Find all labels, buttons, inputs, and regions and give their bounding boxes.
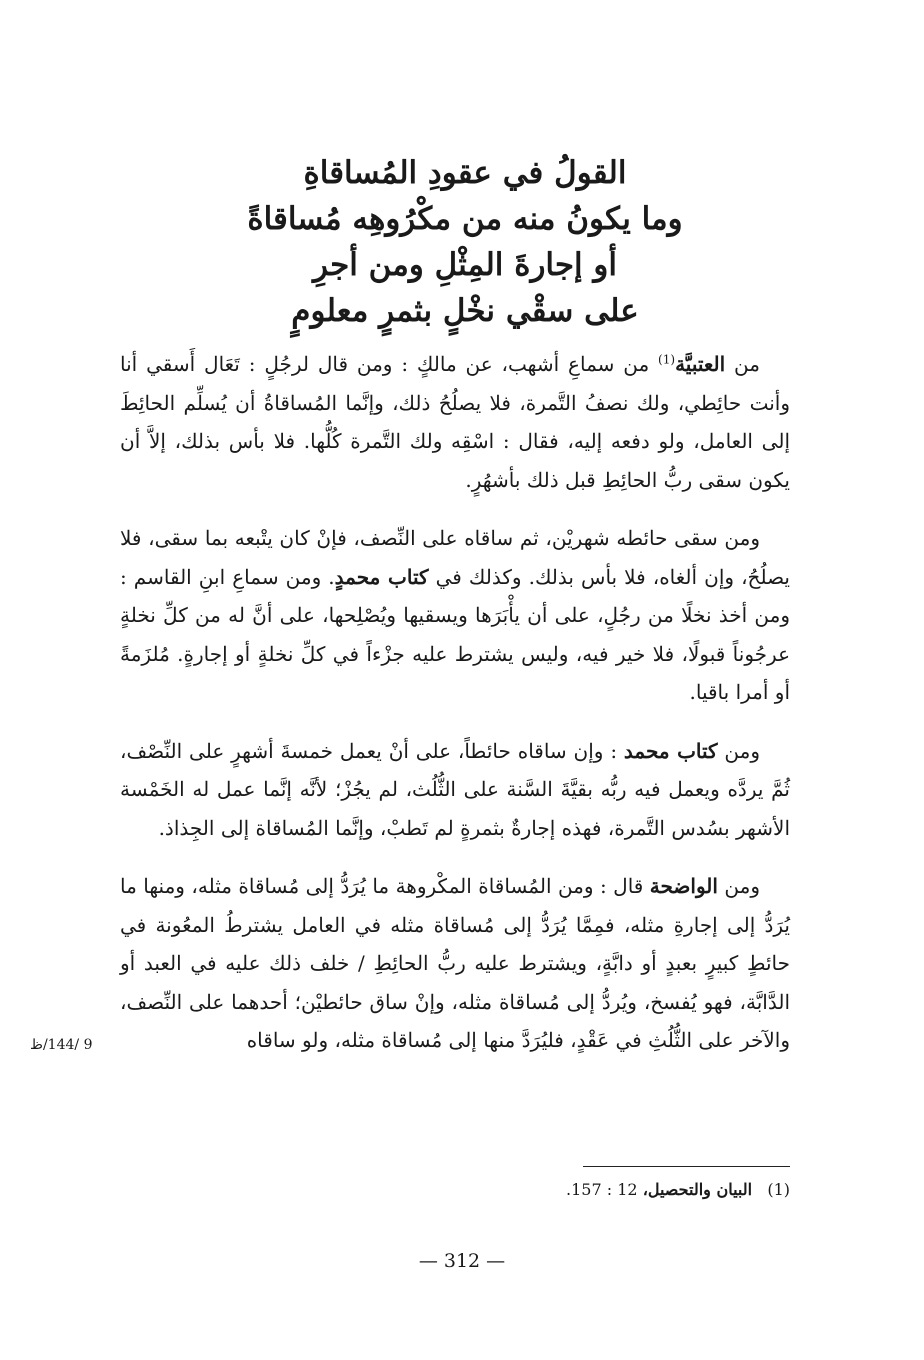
footnote-reference: (1) (658, 352, 676, 367)
footnote (420, 1180, 790, 1199)
page-number: — 312 — (418, 1250, 506, 1272)
paragraph-2 (120, 519, 790, 712)
footnote-source: البيان والتحصيل، (642, 1180, 753, 1199)
paragraph-4 (120, 867, 790, 1060)
paragraph-3-text-b: : وإن ساقاه حائطاً، على أنْ يعمل خمسةَ أشهرٍ على النِّصْف، ثُمَّ يردَّه ويعمل فيه ربُّه بقيَّةَ السَّنة على الثُّلُث، لم يجُزْ؛ لأنَّه إنَّما عمل له الخَمْسة الأشهر بسُدس التَّمرة، فهذه إجارةٌ بثمرةٍ لم تَطبْ، وإنَّما المُساقاة إلى الجِذاذ. (120, 738, 790, 840)
paragraph-3 (120, 732, 790, 848)
paragraph-3-text-a: ومن (717, 738, 761, 763)
source-name-utbiyya: العتبيَّة (675, 352, 726, 376)
chapter-title (120, 150, 810, 334)
source-name-kitab-muhammad-2: كتاب محمد (623, 738, 718, 763)
footnote-number: (1) (767, 1180, 790, 1199)
paragraph-2-text-b: . ومن سماعِ ابنِ القاسم : ومن أخذ نخلًا من رجُلٍ، على أن يأْبَرَها ويسقيها ويُصْلِحها، على أنَّ له من كلِّ نخلةٍ عرجُوناً قبولًا، فلا خير فيه، وليس يشترط عليه جزْءاً في كلِّ نخلةٍ أو إجارةٍ. مُلزَمةً أو أمرا باقيا. (120, 564, 790, 704)
footnote-divider (583, 1166, 790, 1167)
paragraph-1-text: من سماعِ أشهب، عن مالكٍ : ومن قال لرجُلٍ : تَعَال أَسقي أنا وأنت حائِطي، ولك نصفُ التَّمرة، فلا يصلُحُ ذلك، وإنَّما المُساقاةُ أن يُسلِّم الحائِطَ إلى العامل، ولو دفعه إليه، فقال : اسْقِه ولك التَّمرة كُلُّها. فلا بأس بذلك، إلاَّ أن يكون سقى ربُّ الحائِطِ قبل ذلك بأشهُرٍ. (120, 352, 790, 492)
body-text (120, 345, 790, 1080)
paragraph-2-text-a: ومن سقى حائطه شهريْن، ثم ساقاه على النِّصف، فإنْ كان يتْبعه بما سقى، فلا يصلُحُ، وإن ألغاه، فلا بأس بذلك. وكذلك في (120, 526, 791, 589)
paragraph-1-lead: من (725, 352, 760, 376)
title-line-2: وما يكونُ منه من مكْرُوهِه مُساقاةً (247, 201, 683, 237)
title-line-1: القولُ في عقودِ المُساقاةِ (303, 155, 627, 191)
paragraph-4-text-a: ومن (717, 874, 760, 898)
paragraph-4-text-b: قال : ومن المُساقاة المكْروهة ما يُرَدُّ إلى مُساقاة مثله، ومنها ما يُرَدُّ إلى إجارةِ مثله، فمِمَّا يُرَدُّ إلى مُساقاة مثله في العامل يشترطُ المعُونة في حائطٍ كبيرٍ بعبدٍ أو دابَّةٍ، ويشترط عليه ربُّ الحائِطِ / خلف ذلك عليه في العبد أو الدَّابَّة، فهو يُفسخ، ويُردُّ إلى مُساقاة مثله، وإنْ ساق حائطيْن؛ أحدهما على النِّصف، والآخر على الثُّلُثِ في عَقْدٍ، فليُرَدَّ منها إلى مُساقاة مثله، ولو ساقاه (120, 874, 790, 1052)
manuscript-folio-note: 9 /144/ظ (30, 1037, 93, 1053)
footnote-ref: 12 : 157. (566, 1180, 643, 1199)
paragraph-1 (120, 345, 790, 499)
source-name-kitab-muhammad: كتاب محمدٍ (334, 564, 429, 589)
source-name-wadiha: الواضحة (649, 874, 718, 898)
title-line-3: أو إجارةَ المِثْلِ ومن أجرِ (312, 247, 618, 283)
title-line-4: على سقْي نخْلٍ بثمرٍ معلومٍ (291, 293, 639, 329)
